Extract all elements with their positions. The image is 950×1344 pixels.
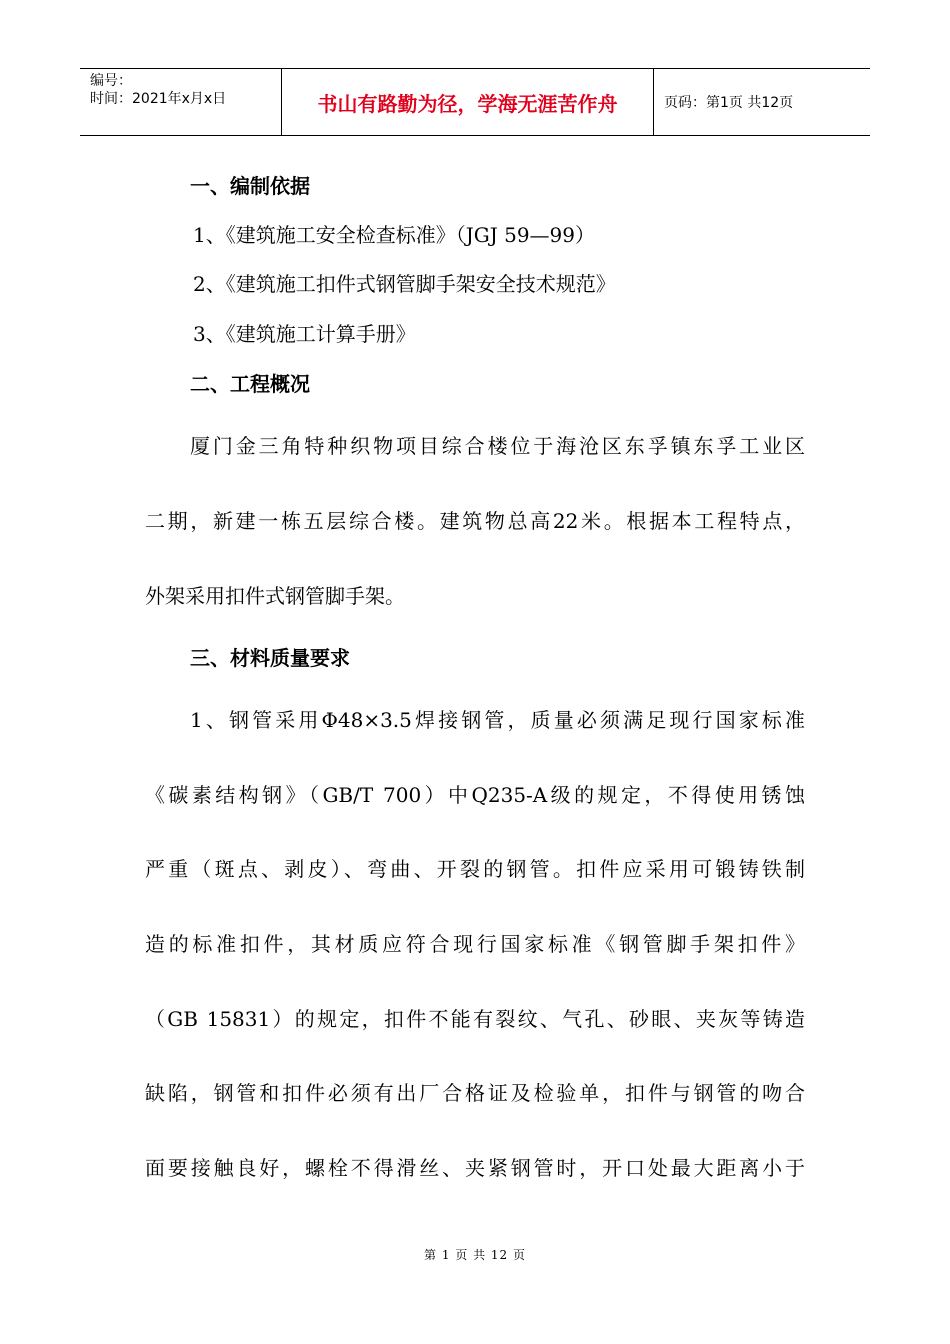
header-meta-cell [80,69,282,135]
section-title-basis: 一、编制依据 [190,174,310,198]
overview-line-3: 外架采用扣件式钢管脚手架。 [145,584,405,608]
reference-item-1: 1、《建筑施工安全检查标准》（JGJ 59—99） [193,223,595,247]
reference-item-2: 2、《建筑施工扣件式钢管脚手架安全技术规范》 [193,272,616,296]
material-line-4: 造的标准扣件，其材质应符合现行国家标准《钢管脚手架扣件》 [145,932,805,956]
page-footer: 第 1 页 共 12 页 [424,1248,526,1262]
header-table [80,68,870,136]
header-page-info: 页码：第1页 共12页 [664,95,794,111]
material-line-5: （GB 15831）的规定，扣件不能有裂纹、气孔、砂眼、夹灰等铸造 [145,1007,805,1031]
overview-line-1: 厦门金三角特种织物项目综合楼位于海沧区东孚镇东孚工业区 [190,434,805,458]
header-motto: 书山有路勤为径，学海无涯苦作舟 [282,69,654,135]
document-date-label: 时间：2021年x月x日 [90,91,227,107]
document-number-label: 编号： [90,73,132,89]
overview-line-2: 二期，新建一栋五层综合楼。建筑物总高22米。根据本工程特点， [145,509,805,533]
material-line-3: 严重（斑点、剥皮）、弯曲、开裂的钢管。扣件应采用可锻铸铁制 [145,857,805,881]
reference-item-3: 3、《建筑施工计算手册》 [193,322,416,346]
material-line-1: 1、钢管采用Φ48×3.5焊接钢管，质量必须满足现行国家标准 [190,708,805,732]
material-line-7: 面要接触良好，螺栓不得滑丝、夹紧钢管时，开口处最大距离小于 [145,1156,805,1180]
section-title-materials: 三、材料质量要求 [190,646,350,670]
material-line-6: 缺陷，钢管和扣件必须有出厂合格证及检验单，扣件与钢管的吻合 [145,1081,805,1105]
section-title-overview: 二、工程概况 [190,372,310,396]
material-line-2: 《碳素结构钢》（GB/T 700）中Q235-A级的规定，不得使用锈蚀 [145,783,805,807]
